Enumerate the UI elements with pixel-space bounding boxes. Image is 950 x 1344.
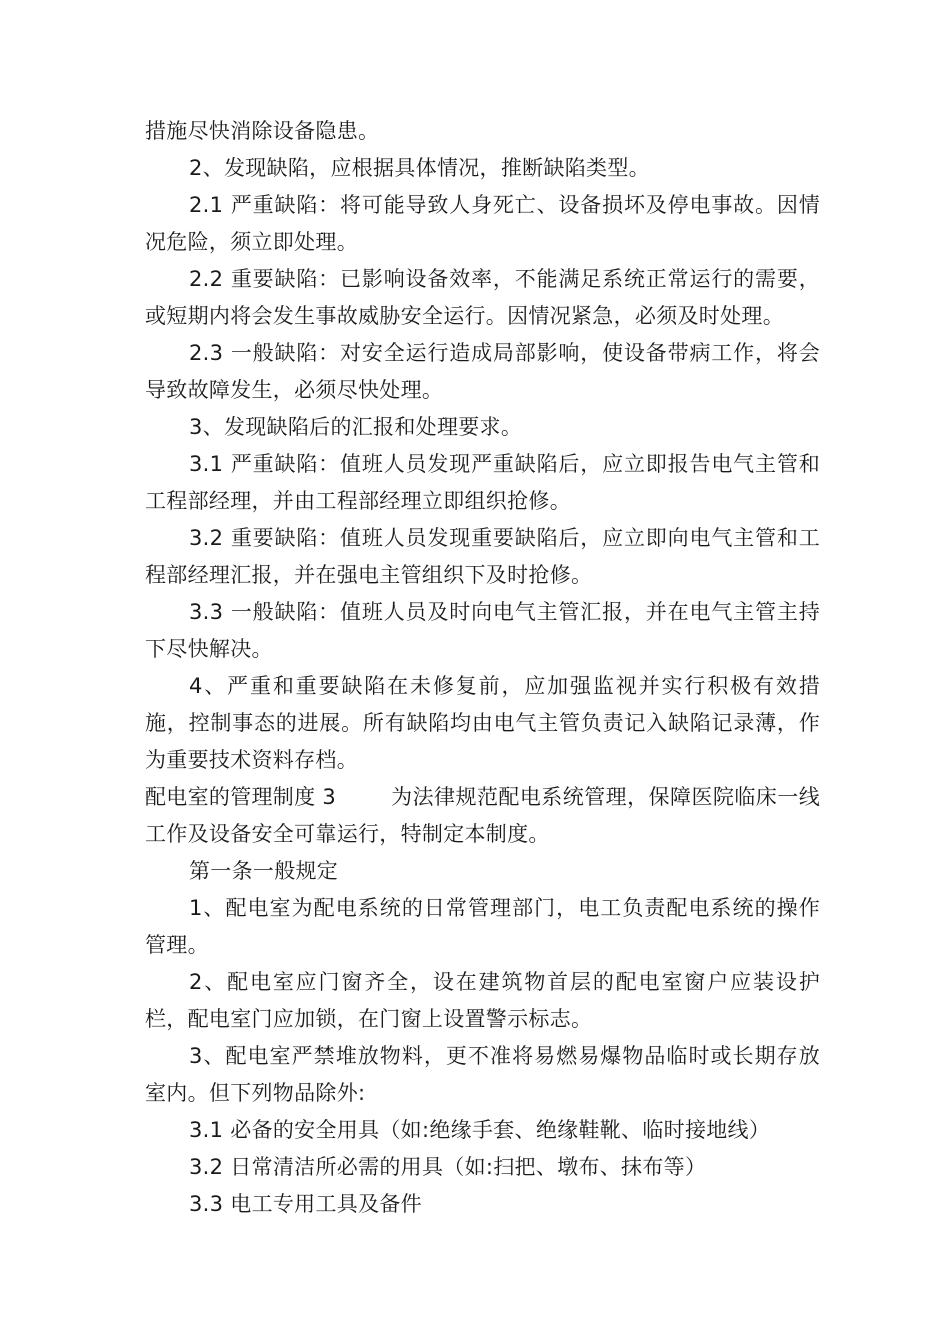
paragraph-important-defect: 2.2 重要缺陷：已影响设备效率，不能满足系统正常运行的需要，或短期内将会发生事故威胁安全运行。因情况紧急，必须及时处理。 — [145, 267, 820, 328]
paragraph-important-report: 3.2 重要缺陷：值班人员发现重要缺陷后，应立即向电气主管和工程部经理汇报，并在强电主管组织下及时抢修。 — [145, 526, 820, 587]
document-body — [145, 113, 820, 1223]
section-title: 配电室的管理制度 3 — [145, 785, 337, 809]
article-heading: 第一条一般规定 — [189, 859, 339, 883]
paragraph-general-defect: 2.3 一般缺陷：对安全运行造成局部影响，使设备带病工作，将会导致故障发生，必须尽快处理。 — [145, 341, 820, 402]
paragraph-report-requirements: 3、发现缺陷后的汇报和处理要求。 — [189, 415, 523, 439]
paragraph-rule-2: 2、配电室应门窗齐全，设在建筑物首层的配电室窗户应装设护栏，配电室门应加锁，在门窗上设置警示标志。 — [145, 970, 820, 1031]
paragraph-monitoring: 4、严重和重要缺陷在未修复前，应加强监视并实行积极有效措施，控制事态的进展。所有缺陷均由电气主管负责记入缺陷记录薄，作为重要技术资料存档。 — [145, 674, 820, 772]
section-heading-block — [145, 779, 820, 853]
paragraph-rule-3: 3、配电室严禁堆放物料，更不准将易燃易爆物品临时或长期存放室内。但下列物品除外: — [145, 1044, 820, 1105]
paragraph-severe-defect: 2.1 严重缺陷：将可能导致人身死亡、设备损坏及停电事故。因情况危险，须立即处理。 — [145, 193, 820, 254]
list-item-safety-tools: 3.1 必备的安全用具（如:绝缘手套、绝缘鞋靴、临时接地线） — [189, 1118, 771, 1142]
section-intro: 为法律规范配电系统管理，保障医院临床一线工作及设备安全可靠运行，特制定本制度。 — [145, 785, 820, 846]
paragraph-severe-report: 3.1 严重缺陷：值班人员发现严重缺陷后，应立即报告电气主管和工程部经理，并由工程部经理立即组织抢修。 — [145, 452, 820, 513]
paragraph-defect-classification: 2、发现缺陷，应根据具体情况，推断缺陷类型。 — [189, 156, 650, 180]
paragraph-continuation: 措施尽快消除设备隐患。 — [145, 119, 380, 143]
paragraph-rule-1: 1、配电室为配电系统的日常管理部门，电工负责配电系统的操作管理。 — [145, 896, 820, 957]
list-item-electrician-tools: 3.3 电工专用工具及备件 — [189, 1192, 422, 1216]
list-item-cleaning-tools: 3.2 日常清洁所必需的用具（如:扫把、墩布、抹布等） — [189, 1155, 707, 1179]
paragraph-general-report: 3.3 一般缺陷：值班人员及时向电气主管汇报，并在电气主管主持下尽快解决。 — [145, 600, 820, 661]
